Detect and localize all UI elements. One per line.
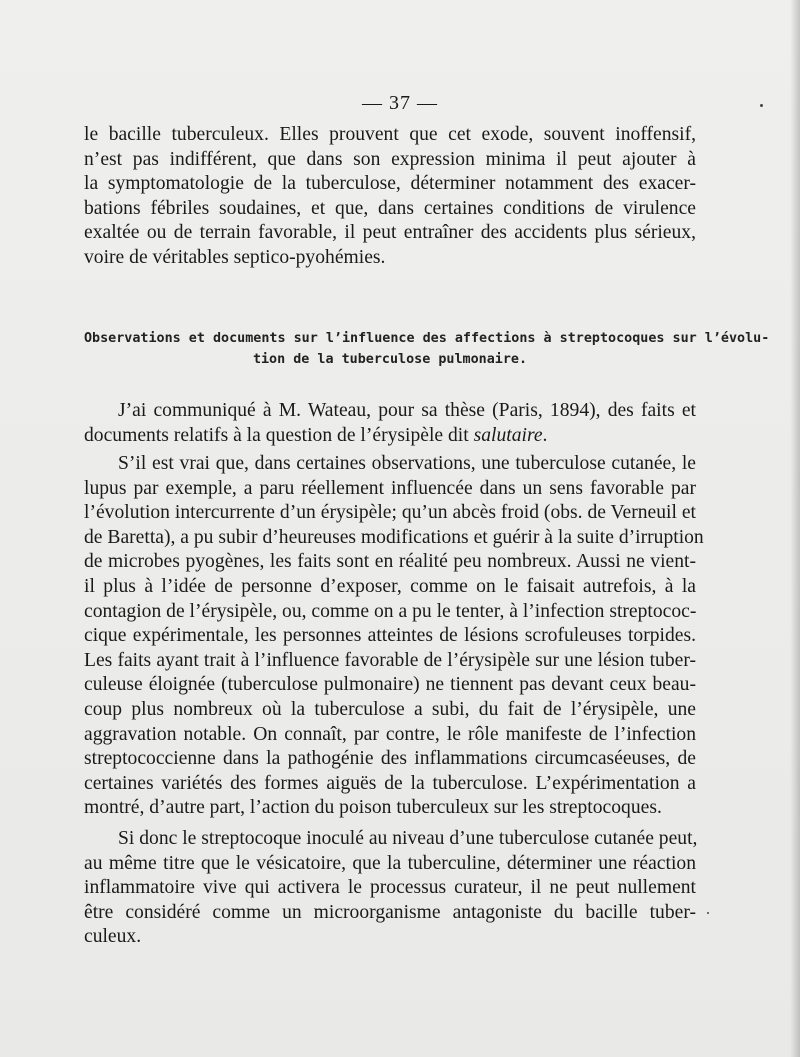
paragraph-wateau bbox=[84, 399, 696, 448]
text-line: la symptomatologie de la tuberculose, déterminer notamment des exacer- bbox=[84, 173, 696, 195]
intro-paragraph bbox=[84, 123, 696, 271]
text-line: voire de véritables septico-pyohémies. bbox=[84, 246, 386, 268]
text-line: cique expérimentale, les personnes atteintes de lésions scrofuleuses torpides. bbox=[84, 625, 696, 647]
text-line: coup plus nombreux où la tuberculose a subi, du fait de l’érysipèle, une bbox=[84, 698, 696, 720]
text-line: S’il est vrai que, dans certaines observations, une tuberculose cutanée, le bbox=[118, 453, 696, 474]
text-line: de microbes pyogènes, les faits sont en réalité peu nombreux. Aussi ne vient- bbox=[84, 551, 696, 573]
text-line: au même titre que le vésicatoire, que la tuberculine, déterminer une réaction bbox=[84, 852, 696, 874]
text-line: contagion de l’érysipèle, ou, comme on a pu le tenter, à l’infection streptococ- bbox=[84, 600, 697, 622]
text-line: être considéré comme un microorganisme antagoniste du bacille tuber- bbox=[84, 901, 696, 923]
text-line: aggravation notable. On connaît, par contre, le rôle manifeste de l’infection bbox=[84, 723, 696, 745]
section-heading-line: Observations et documents sur l’influence des affections à streptocoques sur l’évolu- bbox=[84, 331, 770, 346]
text-line: J’ai communiqué à M. Wateau, pour sa thèse (Paris, 1894), des faits et bbox=[118, 400, 696, 421]
text-line: streptococcienne dans la pathogénie des inflammations circumcaséeuses, de bbox=[84, 748, 696, 770]
text-line: certaines variétés des formes aiguës de la tuberculose. L’expérimentation a bbox=[84, 772, 696, 794]
section-heading bbox=[84, 328, 770, 370]
text-line: l’évolution intercurrente d’un érysipèle; qu’un abcès froid (obs. de Verneuil et bbox=[84, 502, 696, 524]
text-line: inflammatoire vive qui activera le processus curateur, il ne peut nullement bbox=[84, 877, 696, 899]
scan-speck bbox=[707, 912, 709, 914]
text-line: lupus par exemple, a paru réellement influencée dans un sens favorable par bbox=[84, 477, 696, 499]
text-line: bations fébriles soudaines, et que, dans certaines conditions de virulence bbox=[84, 197, 696, 219]
text-line: Les faits ayant trait à l’influence favorable de l’érysipèle sur une lésion tuber- bbox=[84, 649, 696, 671]
paragraph-conclusion bbox=[84, 827, 696, 950]
text-line: le bacille tuberculeux. Elles prouvent que cet exode, souvent inoffensif, bbox=[84, 124, 696, 145]
text-fragment: documents relatifs à la question de l’érysipèle dit bbox=[84, 424, 474, 446]
text-line: culeux. bbox=[84, 926, 142, 948]
page-number: — 37 — bbox=[362, 92, 438, 114]
text-fragment: . bbox=[542, 424, 548, 446]
text-line: n’est pas indifférent, que dans son expression minima il peut ajouter à bbox=[84, 148, 696, 170]
italic-term: salutaire bbox=[473, 424, 543, 446]
text-line: Si donc le streptocoque inoculé au niveau d’une tuberculose cutanée peut, bbox=[118, 828, 698, 849]
text-line: exaltée ou de terrain favorable, il peut entraîner des accidents plus sérieux, bbox=[84, 222, 696, 244]
section-heading-line: tion de la tuberculose pulmonaire. bbox=[252, 352, 528, 367]
text-line: de Baretta), a pu subir d’heureuses modifications et guérir à la suite d’irruption bbox=[84, 526, 704, 548]
text-line: montré, d’autre part, l’action du poison tuberculeux sur les streptocoques. bbox=[84, 797, 662, 819]
text-line: il plus à l’idée de personne d’exposer, comme on le faisait autrefois, à la bbox=[84, 575, 696, 597]
paragraph-observations bbox=[84, 452, 704, 821]
page-edge-shadow bbox=[790, 0, 800, 1057]
scan-speck bbox=[760, 104, 763, 107]
text-line bbox=[84, 424, 696, 449]
text-line: culeuse éloignée (tuberculose pulmonaire) ne tiennent pas devant ceux beau- bbox=[84, 674, 696, 696]
